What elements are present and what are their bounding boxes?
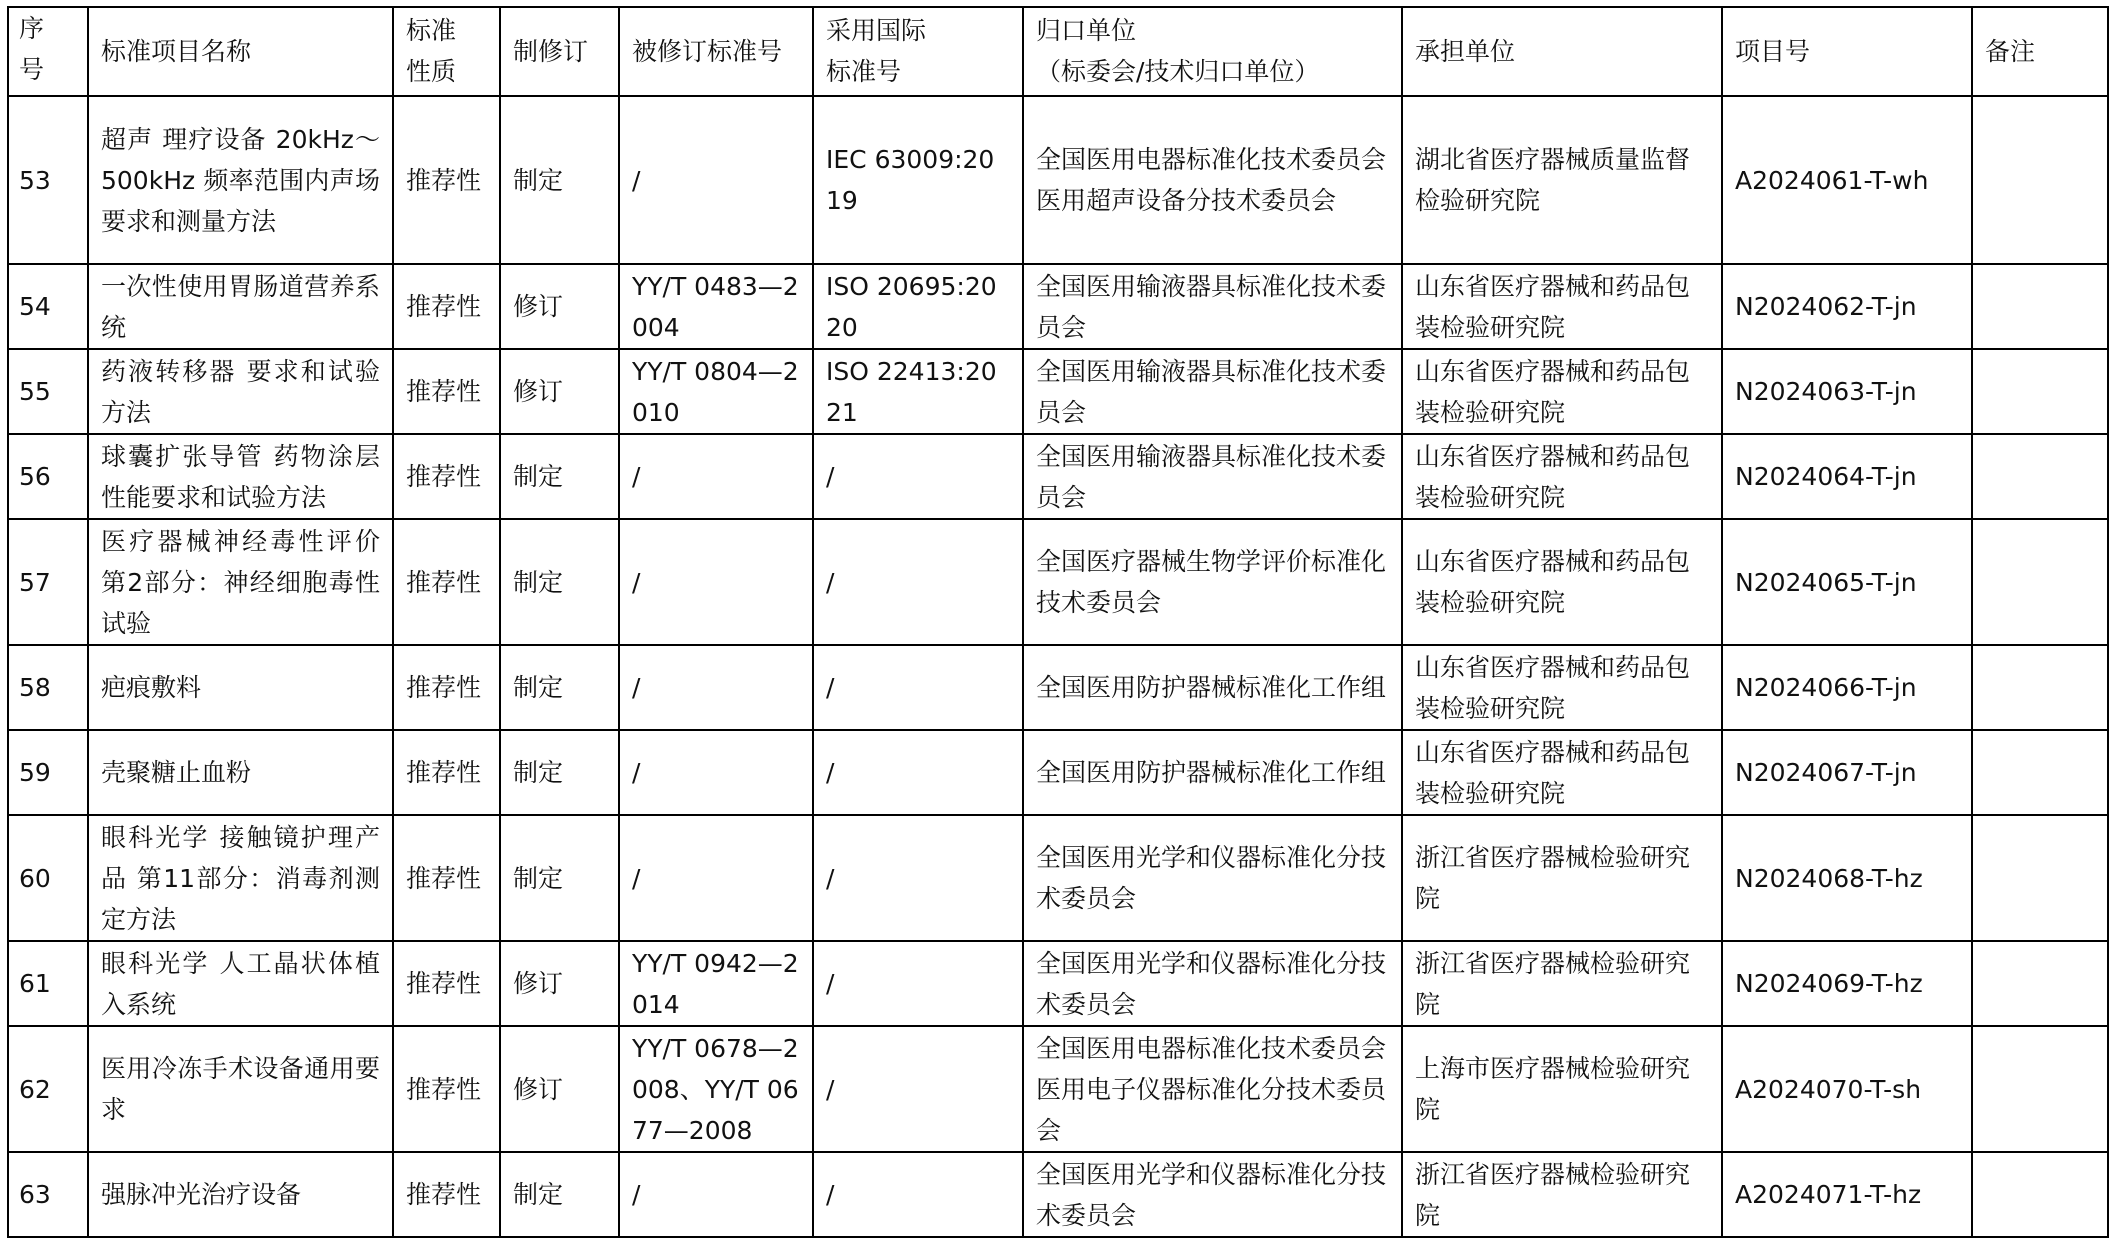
cell-remark bbox=[1972, 941, 2108, 1026]
cell-undertaker: 浙江省医疗器械检验研究院 bbox=[1402, 815, 1722, 941]
cell-project-no: A2024071-T-hz bbox=[1722, 1152, 1972, 1237]
cell-revision: 修订 bbox=[500, 349, 619, 434]
cell-name: 超声 理疗设备 20kHz～500kHz 频率范围内声场要求和测量方法 bbox=[88, 96, 393, 264]
standards-table bbox=[7, 6, 2109, 1238]
cell-no: 53 bbox=[8, 96, 88, 264]
cell-intl-std: / bbox=[813, 645, 1023, 730]
table-row bbox=[8, 1152, 2108, 1237]
table-row bbox=[8, 645, 2108, 730]
cell-project-no: N2024063-T-jn bbox=[1722, 349, 1972, 434]
table-row bbox=[8, 730, 2108, 815]
cell-nature: 推荐性 bbox=[393, 349, 500, 434]
cell-unit: 全国医疗器械生物学评价标准化技术委员会 bbox=[1023, 519, 1402, 645]
table-row bbox=[8, 941, 2108, 1026]
cell-revised-std: YY/T 0678—2008、YY/T 0677—2008 bbox=[619, 1026, 813, 1152]
cell-remark bbox=[1972, 96, 2108, 264]
cell-remark bbox=[1972, 1026, 2108, 1152]
cell-undertaker: 湖北省医疗器械质量监督检验研究院 bbox=[1402, 96, 1722, 264]
cell-no: 60 bbox=[8, 815, 88, 941]
cell-unit: 全国医用光学和仪器标准化分技术委员会 bbox=[1023, 941, 1402, 1026]
cell-name: 眼科光学 接触镜护理产品 第11部分：消毒剂测定方法 bbox=[88, 815, 393, 941]
header-remark: 备注 bbox=[1972, 7, 2108, 96]
cell-undertaker: 山东省医疗器械和药品包装检验研究院 bbox=[1402, 349, 1722, 434]
cell-unit: 全国医用输液器具标准化技术委员会 bbox=[1023, 264, 1402, 349]
cell-project-no: N2024069-T-hz bbox=[1722, 941, 1972, 1026]
cell-undertaker: 山东省医疗器械和药品包装检验研究院 bbox=[1402, 434, 1722, 519]
table-row bbox=[8, 264, 2108, 349]
cell-nature: 推荐性 bbox=[393, 264, 500, 349]
cell-remark bbox=[1972, 1152, 2108, 1237]
cell-undertaker: 山东省医疗器械和药品包装检验研究院 bbox=[1402, 730, 1722, 815]
header-intl-std: 采用国际 标准号 bbox=[813, 7, 1023, 96]
cell-nature: 推荐性 bbox=[393, 1152, 500, 1237]
header-revision: 制修订 bbox=[500, 7, 619, 96]
table-row bbox=[8, 96, 2108, 264]
cell-project-no: A2024070-T-sh bbox=[1722, 1026, 1972, 1152]
cell-no: 62 bbox=[8, 1026, 88, 1152]
cell-name: 疤痕敷料 bbox=[88, 645, 393, 730]
cell-unit: 全国医用电器标准化技术委员会医用超声设备分技术委员会 bbox=[1023, 96, 1402, 264]
cell-no: 61 bbox=[8, 941, 88, 1026]
cell-intl-std: / bbox=[813, 434, 1023, 519]
cell-name: 医用冷冻手术设备通用要求 bbox=[88, 1026, 393, 1152]
cell-revision: 制定 bbox=[500, 730, 619, 815]
cell-remark bbox=[1972, 264, 2108, 349]
cell-undertaker: 上海市医疗器械检验研究院 bbox=[1402, 1026, 1722, 1152]
cell-unit: 全国医用输液器具标准化技术委员会 bbox=[1023, 349, 1402, 434]
cell-intl-std: IEC 63009:2019 bbox=[813, 96, 1023, 264]
header-revised-std: 被修订标准号 bbox=[619, 7, 813, 96]
cell-revised-std: / bbox=[619, 434, 813, 519]
cell-remark bbox=[1972, 815, 2108, 941]
cell-name: 药液转移器 要求和试验方法 bbox=[88, 349, 393, 434]
cell-name: 医疗器械神经毒性评价 第2部分：神经细胞毒性试验 bbox=[88, 519, 393, 645]
cell-undertaker: 浙江省医疗器械检验研究院 bbox=[1402, 1152, 1722, 1237]
cell-no: 59 bbox=[8, 730, 88, 815]
cell-no: 58 bbox=[8, 645, 88, 730]
cell-name: 球囊扩张导管 药物涂层性能要求和试验方法 bbox=[88, 434, 393, 519]
cell-revision: 制定 bbox=[500, 519, 619, 645]
cell-nature: 推荐性 bbox=[393, 941, 500, 1026]
cell-intl-std: ISO 22413:2021 bbox=[813, 349, 1023, 434]
header-row bbox=[8, 7, 2108, 96]
cell-revision: 制定 bbox=[500, 434, 619, 519]
cell-undertaker: 山东省医疗器械和药品包装检验研究院 bbox=[1402, 264, 1722, 349]
cell-nature: 推荐性 bbox=[393, 730, 500, 815]
cell-revised-std: / bbox=[619, 815, 813, 941]
cell-unit: 全国医用光学和仪器标准化分技术委员会 bbox=[1023, 815, 1402, 941]
cell-undertaker: 山东省医疗器械和药品包装检验研究院 bbox=[1402, 519, 1722, 645]
header-unit: 归口单位 （标委会/技术归口单位） bbox=[1023, 7, 1402, 96]
table-row bbox=[8, 349, 2108, 434]
cell-nature: 推荐性 bbox=[393, 96, 500, 264]
cell-revised-std: / bbox=[619, 96, 813, 264]
cell-revised-std: YY/T 0483—2004 bbox=[619, 264, 813, 349]
cell-name: 壳聚糖止血粉 bbox=[88, 730, 393, 815]
cell-remark bbox=[1972, 349, 2108, 434]
cell-revision: 制定 bbox=[500, 96, 619, 264]
cell-revised-std: YY/T 0942—2014 bbox=[619, 941, 813, 1026]
header-no: 序 号 bbox=[8, 7, 88, 96]
cell-revised-std: YY/T 0804—2010 bbox=[619, 349, 813, 434]
cell-nature: 推荐性 bbox=[393, 1026, 500, 1152]
cell-intl-std: / bbox=[813, 941, 1023, 1026]
header-nature: 标准 性质 bbox=[393, 7, 500, 96]
cell-name: 一次性使用胃肠道营养系统 bbox=[88, 264, 393, 349]
cell-revision: 制定 bbox=[500, 815, 619, 941]
cell-revision: 修订 bbox=[500, 264, 619, 349]
cell-nature: 推荐性 bbox=[393, 815, 500, 941]
table-row bbox=[8, 434, 2108, 519]
table-row bbox=[8, 815, 2108, 941]
cell-revision: 制定 bbox=[500, 645, 619, 730]
cell-intl-std: ISO 20695:2020 bbox=[813, 264, 1023, 349]
cell-revised-std: / bbox=[619, 645, 813, 730]
header-project-no: 项目号 bbox=[1722, 7, 1972, 96]
cell-project-no: A2024061-T-wh bbox=[1722, 96, 1972, 264]
cell-unit: 全国医用输液器具标准化技术委员会 bbox=[1023, 434, 1402, 519]
cell-no: 63 bbox=[8, 1152, 88, 1237]
cell-project-no: N2024066-T-jn bbox=[1722, 645, 1972, 730]
cell-project-no: N2024065-T-jn bbox=[1722, 519, 1972, 645]
cell-no: 55 bbox=[8, 349, 88, 434]
cell-no: 56 bbox=[8, 434, 88, 519]
cell-name: 眼科光学 人工晶状体植入系统 bbox=[88, 941, 393, 1026]
cell-no: 54 bbox=[8, 264, 88, 349]
cell-no: 57 bbox=[8, 519, 88, 645]
cell-remark bbox=[1972, 645, 2108, 730]
cell-unit: 全国医用防护器械标准化工作组 bbox=[1023, 730, 1402, 815]
header-undertaker: 承担单位 bbox=[1402, 7, 1722, 96]
cell-revised-std: / bbox=[619, 730, 813, 815]
cell-undertaker: 山东省医疗器械和药品包装检验研究院 bbox=[1402, 645, 1722, 730]
cell-revised-std: / bbox=[619, 519, 813, 645]
cell-remark bbox=[1972, 730, 2108, 815]
cell-intl-std: / bbox=[813, 519, 1023, 645]
cell-revised-std: / bbox=[619, 1152, 813, 1237]
cell-remark bbox=[1972, 519, 2108, 645]
cell-intl-std: / bbox=[813, 815, 1023, 941]
cell-intl-std: / bbox=[813, 1152, 1023, 1237]
cell-nature: 推荐性 bbox=[393, 519, 500, 645]
cell-unit: 全国医用光学和仪器标准化分技术委员会 bbox=[1023, 1152, 1402, 1237]
cell-undertaker: 浙江省医疗器械检验研究院 bbox=[1402, 941, 1722, 1026]
cell-remark bbox=[1972, 434, 2108, 519]
cell-intl-std: / bbox=[813, 730, 1023, 815]
cell-revision: 制定 bbox=[500, 1152, 619, 1237]
cell-revision: 修订 bbox=[500, 1026, 619, 1152]
cell-unit: 全国医用电器标准化技术委员会医用电子仪器标准化分技术委员会 bbox=[1023, 1026, 1402, 1152]
cell-project-no: N2024068-T-hz bbox=[1722, 815, 1972, 941]
cell-project-no: N2024067-T-jn bbox=[1722, 730, 1972, 815]
cell-unit: 全国医用防护器械标准化工作组 bbox=[1023, 645, 1402, 730]
cell-nature: 推荐性 bbox=[393, 645, 500, 730]
header-name: 标准项目名称 bbox=[88, 7, 393, 96]
table-row bbox=[8, 1026, 2108, 1152]
cell-name: 强脉冲光治疗设备 bbox=[88, 1152, 393, 1237]
cell-project-no: N2024064-T-jn bbox=[1722, 434, 1972, 519]
cell-intl-std: / bbox=[813, 1026, 1023, 1152]
cell-project-no: N2024062-T-jn bbox=[1722, 264, 1972, 349]
table-row bbox=[8, 519, 2108, 645]
cell-nature: 推荐性 bbox=[393, 434, 500, 519]
cell-revision: 修订 bbox=[500, 941, 619, 1026]
